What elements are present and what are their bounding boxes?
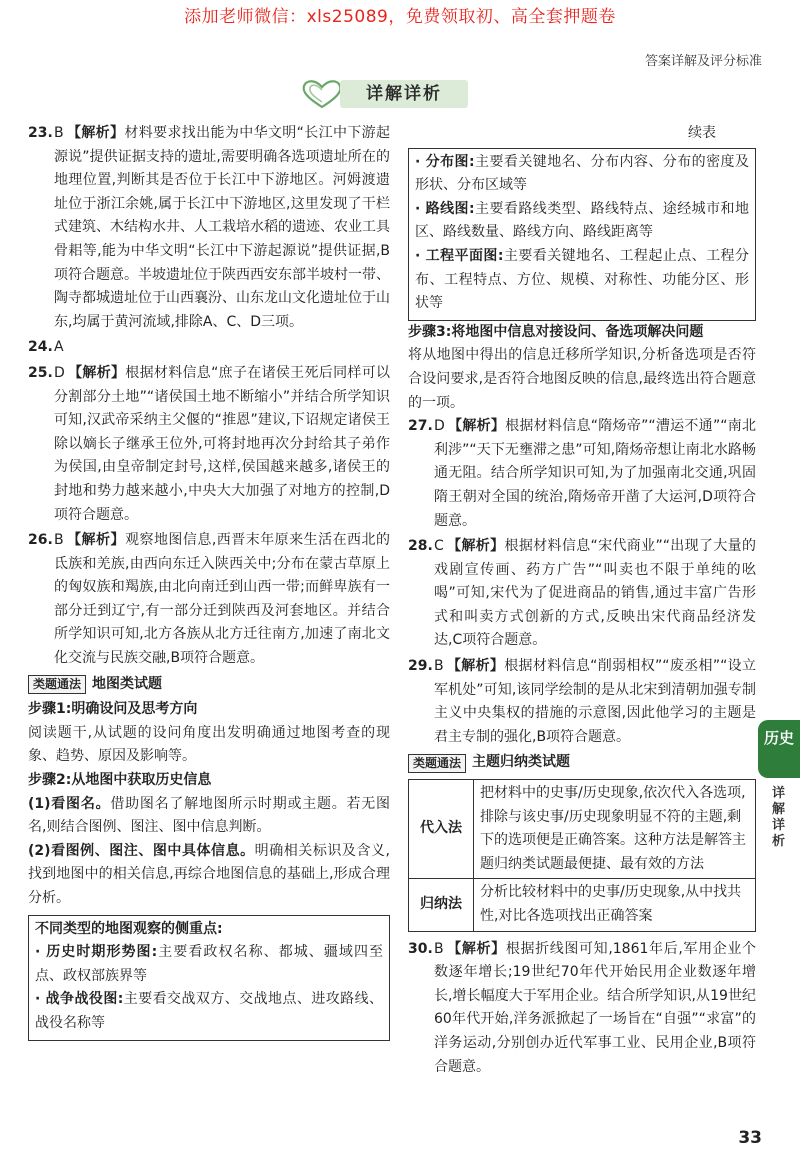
- step-2-a-text: 借助图名了解地图所示时期或主题。若无图名,则结合图例、图注、图中信息判断。: [28, 795, 391, 836]
- analysis-label: 【解析】: [66, 125, 125, 141]
- continued-label: 续表: [688, 125, 716, 141]
- question-number: 26.: [28, 532, 53, 549]
- right-column: [408, 122, 756, 1081]
- analysis-label: 【解析】: [67, 364, 126, 381]
- question-number: 25.: [28, 364, 53, 381]
- map-focus-item-text: 主要看路线类型、路线特点、途经城市和地区、路线数量、路线方向、路线距离等: [415, 200, 750, 241]
- section-title: 详解详析: [340, 80, 468, 108]
- table-row: [409, 879, 756, 931]
- method-tag-icon: 类题通法: [408, 754, 466, 773]
- map-focus-item-head: · 工程平面图:: [415, 247, 504, 264]
- analysis-text: 根据材料信息“宋代商业”“出现了大量的戏剧宣传画、药方广告”“叫卖也不限于单纯的吆喝”可知,宋代为了促进商品的销售,通过丰富广告形式和叫卖方式创新的方式,反映出宋代商品经济发达,C项符合题意。: [434, 538, 757, 649]
- left-column: [28, 122, 390, 1041]
- answer-letter: B: [54, 532, 64, 549]
- question-28: [408, 535, 756, 653]
- map-focus-item: [35, 988, 383, 1035]
- analysis-label: 【解析】: [66, 532, 125, 549]
- map-focus-item-head: · 分布图:: [415, 153, 475, 170]
- map-focus-item-text: 主要看关键地名、分布内容、分布的密度及形状、分布区域等: [415, 153, 750, 194]
- question-number: 24.: [28, 339, 53, 356]
- question-number: 30.: [408, 940, 433, 957]
- answer-letter: C: [434, 538, 444, 555]
- question-number: 29.: [408, 658, 433, 675]
- step-3-title: 步骤3:将地图中信息对接设问、备选项解决问题: [408, 323, 704, 340]
- map-focus-box-title: 不同类型的地图观察的侧重点:: [35, 920, 223, 937]
- table-row: [409, 780, 756, 879]
- answer-letter: D: [54, 364, 65, 381]
- method-name: 归纳法: [409, 879, 474, 931]
- method-tag-icon: 类题通法: [28, 675, 86, 694]
- analysis-label: 【解析】: [446, 538, 505, 555]
- question-30: [408, 938, 756, 1080]
- answer-letter: D: [434, 418, 445, 435]
- analysis-label: 【解析】: [447, 418, 506, 435]
- answer-letter: B: [54, 125, 64, 141]
- section-title-block: [300, 76, 470, 114]
- question-number: 27.: [408, 418, 433, 435]
- analysis-text: 根据材料信息“隋炀帝”“漕运不通”“南北利涉”“天下无壅滞之患”可知,隋炀帝想让南北水路畅通无阻。结合所学知识可知,为了加强南北交通,巩固隋王朝对全国的统治,隋炀帝开凿了大运河,D项符合题意。: [434, 418, 757, 529]
- map-focus-item-text: 主要看交战双方、交战地点、进攻路线、战役名称等: [35, 991, 383, 1031]
- header-right-label: 答案详解及评分标准: [644, 54, 762, 69]
- question-26: [28, 529, 390, 671]
- map-focus-item-head: · 历史时期形势图:: [35, 944, 158, 961]
- question-29: [408, 655, 756, 749]
- method-tag-title: 地图类试题: [92, 675, 163, 692]
- map-focus-item-head: · 战争战役图:: [35, 991, 124, 1008]
- step-2-b-head: (2)看图例、图注、图中具体信息。: [28, 842, 255, 859]
- question-24: [28, 336, 390, 360]
- method-table: [408, 779, 756, 932]
- method-name: 代入法: [409, 780, 474, 879]
- step-3-text: 将从地图中得出的信息迁移所学知识,分析备选项是否符合设问要求,是否符合地图反映的信息,最终选出符合题意的一项。: [408, 347, 756, 411]
- subject-tab: 历史: [758, 720, 800, 778]
- map-focus-box-continued: [408, 148, 756, 321]
- method-desc: 分析比较材料中的史事/历史现象,从中找共性,对比各选项找出正确答案: [474, 879, 756, 931]
- map-focus-item: [415, 198, 749, 245]
- analysis-text: 根据材料信息“庶子在诸侯王死后同样可以分割部分土地”“诸侯国土地不断缩小”并结合所学知识可知,汉武帝采纳主父偃的“推恩”建议,下诏规定诸侯王除以嫡长子继承王位外,可将封地再次分封给其子弟作为侯国,由皇帝制定封号,这样,侯国越来越多,诸侯王的封地和势力越来越小,中央大大加强了对地方的控制,D项符合题意。: [54, 364, 390, 523]
- answer-letter: B: [434, 940, 444, 957]
- method-tag-map: [28, 673, 390, 697]
- step-2-b: [28, 840, 390, 911]
- analysis-text: 根据折线图可知,1861年后,军用企业个数逐年增长;19世纪70年代开始民用企业数逐年增长,增长幅度大于军用企业。结合所学知识,从19世纪60年代开始,洋务派掀起了一场旨在“自强”“求富”的洋务运动,分别创办近代军事工业、民用企业,B项符合题意。: [434, 940, 757, 1075]
- question-25: [28, 362, 390, 527]
- map-focus-box: [28, 915, 390, 1041]
- analysis-label: 【解析】: [446, 658, 505, 675]
- step-1-title: 步骤1:明确设问及思考方向: [28, 701, 198, 718]
- question-27: [408, 415, 756, 533]
- step-2-a-head: (1)看图名。: [28, 795, 111, 812]
- answer-letter: B: [434, 658, 444, 675]
- promo-banner: 添加老师微信：xls25089，免费领取初、高全套押题卷: [184, 7, 616, 27]
- answer-letter: A: [54, 339, 64, 356]
- map-focus-item: [415, 151, 749, 198]
- analysis-text: 观察地图信息,西晋末年原来生活在西北的氐族和羌族,由西向东迁入陕西关中;分布在蒙古草原上的匈奴族和羯族,由北向南迁到山西一带;而鲜卑族有一部分迁到辽宁,有一部分迁到陕西及河套地区。并结合所学知识可知,北方各族从北方迁往南方,加速了南北文化交流与民族交融,B项符合题意。: [54, 532, 391, 667]
- question-number: 23.: [28, 125, 53, 141]
- step-2-b-text: 明确相关标识及含义,找到地图中的相关信息,再综合地图信息的基础上,形成合理分析。: [28, 842, 390, 906]
- step-2-a: [28, 793, 390, 840]
- page-number: 33: [738, 1128, 762, 1148]
- map-focus-item-text: 主要看政权名称、都城、疆域四至点、政权部族界等: [35, 944, 384, 984]
- question-number: 28.: [408, 538, 433, 555]
- method-tag-title: 主题归纳类试题: [472, 754, 571, 771]
- method-desc: 把材料中的史事/历史现象,依次代入各选项,排除与该史事/历史现象明显不符的主题,剩下的选项便是正确答案。这种方法是解答主题归纳类试题最便捷、最有效的方法: [474, 780, 756, 879]
- map-focus-item-head: · 路线图:: [415, 200, 475, 217]
- step-1-text: 阅读题干,从试题的设问角度出发明确通过地图考查的现象、趋势、原因及影响等。: [28, 724, 390, 765]
- map-focus-item-text: 主要看关键地名、工程起止点、工程分布、工程特点、方位、规模、对称性、功能分区、形状等: [415, 247, 749, 312]
- question-23: [28, 122, 390, 334]
- heart-outline-icon: [300, 78, 344, 110]
- analysis-label: 【解析】: [446, 940, 506, 957]
- analysis-text: 根据材料信息“削弱相权”“废丞相”“设立军机处”可知,该同学绘制的是从北宋到清朝加强专制主义中央集权的措施的示意图,因此他学习的主题是君主专制的强化,B项符合题意。: [434, 658, 757, 745]
- map-focus-item: [415, 245, 749, 316]
- method-tag-theme: [408, 751, 756, 775]
- side-label: 详解详析: [772, 786, 786, 849]
- step-2-title: 步骤2:从地图中获取历史信息: [28, 772, 212, 789]
- map-focus-item: [35, 941, 383, 988]
- analysis-text: 材料要求找出能为中华文明“长江中下游起源说”提供证据支持的遗址,需要明确各选项遗址所在的地理位置,判断其是否位于长江中下游地区。河姆渡遗址位于浙江余姚,属于长江中下游地区,这里发现了干栏式建筑、木结构水井、人工栽培水稻的遗迹、农业工具骨耜等,能为中华文明“长江中下游起源说”提供证据,B项符合题意。半坡遗址位于陕西西安东部半坡村一带、陶寺都城遗址位于山西襄汾、山东龙山文化遗址位于山东,均属于黄河流域,排除A、C、D三项。: [54, 125, 391, 330]
